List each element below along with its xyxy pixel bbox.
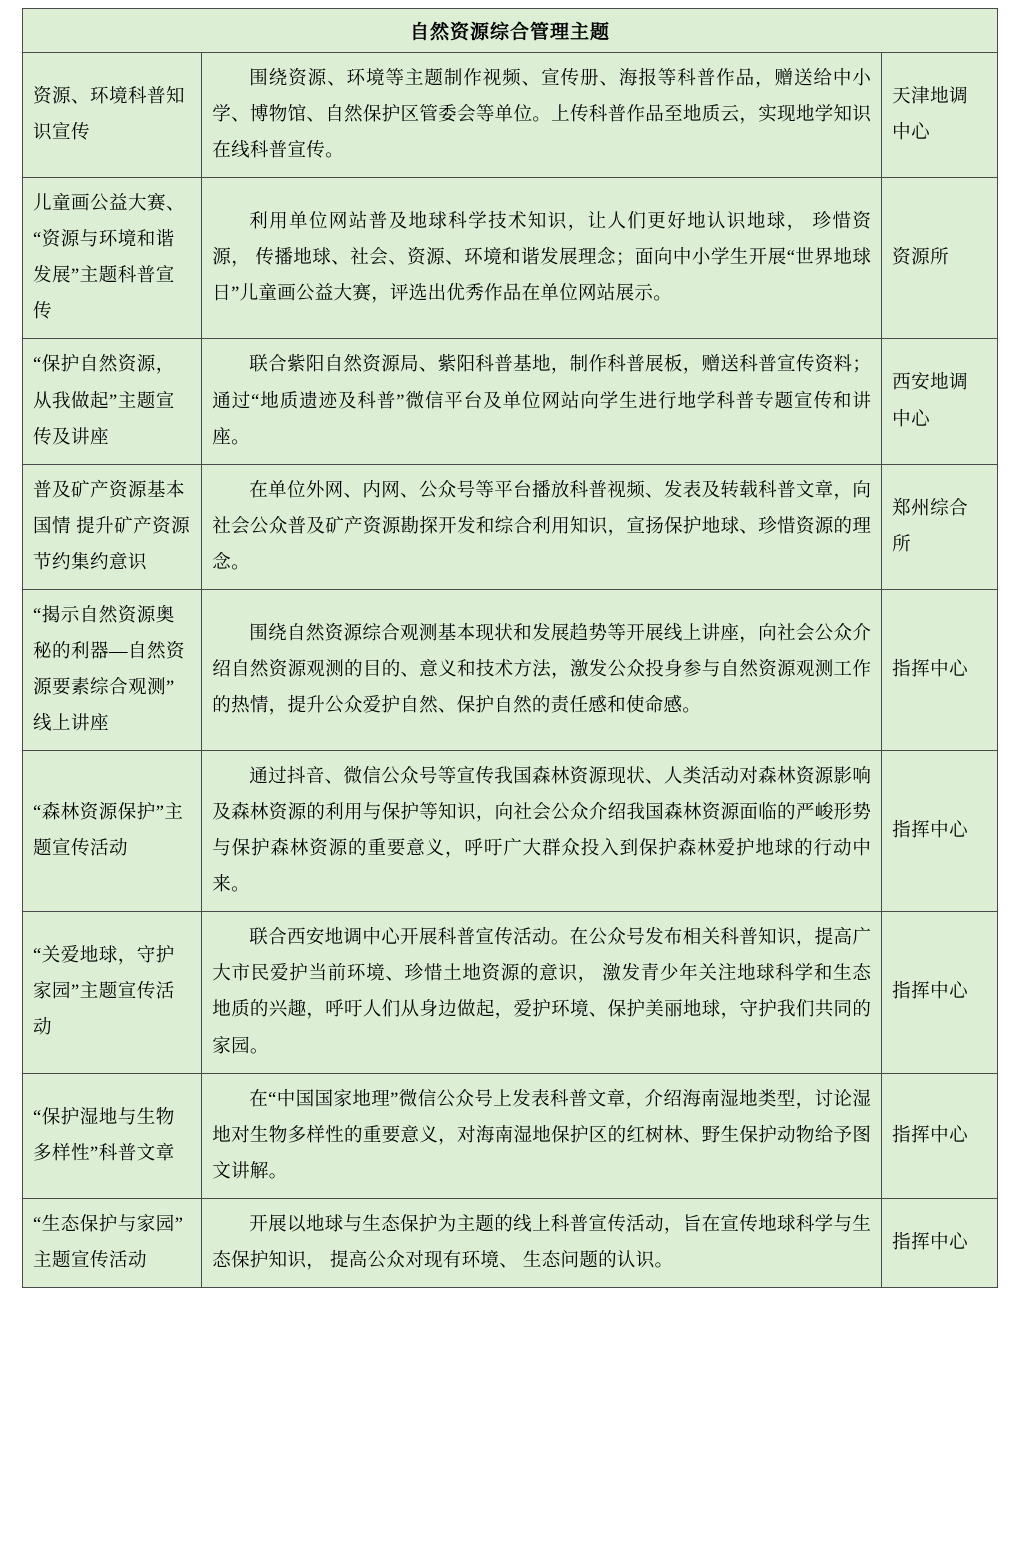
activity-description: 围绕自然资源综合观测基本现状和发展趋势等开展线上讲座，向社会公众介绍自然资源观测的目的、意义和技术方法，激发公众投身参与自然资源观测工作的热情，提升公众爱护自然、保护自然的责任感和使命感。 xyxy=(202,589,882,750)
activity-name: “揭示自然资源奥秘的利器—自然资源要素综合观测”线上讲座 xyxy=(23,589,202,750)
activity-description: 联合西安地调中心开展科普宣传活动。在公众号发布相关科普知识，提高广大市民爱护当前环境、珍惜土地资源的意识， 激发青少年关注地球科学和生态地质的兴趣，呼吁人们从身边做起，爱护环境、保护美丽地球，守护我们共同的家园。 xyxy=(202,912,882,1073)
activity-name: 普及矿产资源基本国情 提升矿产资源节约集约意识 xyxy=(23,464,202,589)
table-row xyxy=(23,178,998,339)
table-row xyxy=(23,589,998,750)
activities-table xyxy=(22,8,998,1288)
activity-unit: 郑州综合所 xyxy=(882,464,998,589)
activity-unit: 西安地调中心 xyxy=(882,339,998,464)
activity-description: 开展以地球与生态保护为主题的线上科普宣传活动，旨在宣传地球科学与生态保护知识， 提高公众对现有环境、 生态问题的认识。 xyxy=(202,1198,882,1287)
activity-unit: 指挥中心 xyxy=(882,751,998,912)
activity-name: “关爱地球，守护家园”主题宣传活动 xyxy=(23,912,202,1073)
table-row xyxy=(23,912,998,1073)
table-row xyxy=(23,339,998,464)
activity-unit: 指挥中心 xyxy=(882,589,998,750)
activity-unit: 资源所 xyxy=(882,178,998,339)
table-body xyxy=(23,9,998,1288)
table-row xyxy=(23,751,998,912)
activity-unit: 指挥中心 xyxy=(882,1073,998,1198)
activity-name: 儿童画公益大赛、“资源与环境和谐发展”主题科普宣传 xyxy=(23,178,202,339)
activity-description: 在“中国国家地理”微信公众号上发表科普文章，介绍海南湿地类型，讨论湿地对生物多样性的重要意义，对海南湿地保护区的红树林、野生保护动物给予图文讲解。 xyxy=(202,1073,882,1198)
table-title: 自然资源综合管理主题 xyxy=(23,9,998,53)
activity-description: 围绕资源、环境等主题制作视频、宣传册、海报等科普作品，赠送给中小学、博物馆、自然保护区管委会等单位。上传科普作品至地质云，实现地学知识在线科普宣传。 xyxy=(202,53,882,178)
table-row xyxy=(23,53,998,178)
table-row xyxy=(23,1073,998,1198)
activity-name: “生态保护与家园”主题宣传活动 xyxy=(23,1198,202,1287)
activity-description: 利用单位网站普及地球科学技术知识，让人们更好地认识地球， 珍惜资源， 传播地球、社会、资源、环境和谐发展理念；面向中小学生开展“世界地球日”儿童画公益大赛，评选出优秀作品在单位网站展示。 xyxy=(202,178,882,339)
activity-name: 资源、环境科普知识宣传 xyxy=(23,53,202,178)
table-row xyxy=(23,1198,998,1287)
activity-name: “保护湿地与生物多样性”科普文章 xyxy=(23,1073,202,1198)
activity-name: “保护自然资源，从我做起”主题宣传及讲座 xyxy=(23,339,202,464)
activity-unit: 天津地调中心 xyxy=(882,53,998,178)
activity-unit: 指挥中心 xyxy=(882,1198,998,1287)
activity-description: 联合紫阳自然资源局、紫阳科普基地，制作科普展板，赠送科普宣传资料；通过“地质遗迹及科普”微信平台及单位网站向学生进行地学科普专题宣传和讲座。 xyxy=(202,339,882,464)
activity-description: 在单位外网、内网、公众号等平台播放科普视频、发表及转载科普文章，向社会公众普及矿产资源勘探开发和综合利用知识，宣扬保护地球、珍惜资源的理念。 xyxy=(202,464,882,589)
table-title-row xyxy=(23,9,998,53)
activity-description: 通过抖音、微信公众号等宣传我国森林资源现状、人类活动对森林资源影响及森林资源的利用与保护等知识，向社会公众介绍我国森林资源面临的严峻形势与保护森林资源的重要意义，呼吁广大群众投入到保护森林爱护地球的行动中来。 xyxy=(202,751,882,912)
activity-unit: 指挥中心 xyxy=(882,912,998,1073)
activity-name: “森林资源保护”主题宣传活动 xyxy=(23,751,202,912)
table-row xyxy=(23,464,998,589)
